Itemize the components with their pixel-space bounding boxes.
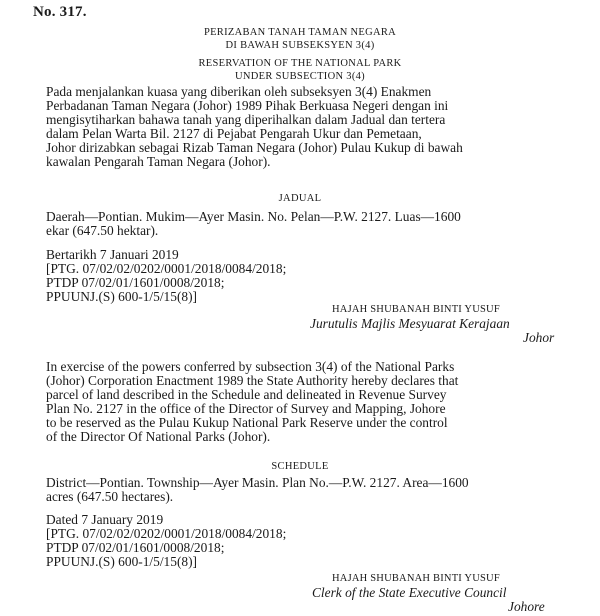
malay-body-line: Pada menjalankan kuasa yang diberikan oleh subseksyen 3(4) Enakmen: [46, 84, 432, 99]
malay-signatory-state: Johor: [523, 330, 555, 345]
malay-schedule-heading: JADUAL: [278, 193, 322, 204]
malay-date-reference: [46, 248, 286, 304]
malay-heading-line1: PERIZABAN TANAH TAMAN NEGARA: [203, 27, 397, 38]
english-heading-line2: UNDER SUBSECTION 3(4): [235, 71, 365, 82]
malay-body-line: mengisytiharkan bahawa tanah yang diperihalkan dalam Jadual dan tertera: [46, 111, 446, 127]
english-body-line: parcel of land described in the Schedule and delineated in Revenue Survey: [46, 386, 447, 402]
malay-reference-line: PTDP 07/02/01/1601/0008/2018;: [46, 274, 225, 290]
english-reference-line: [PTG. 07/02/02/0202/0001/2018/0084/2018;: [46, 525, 287, 541]
malay-body-line: Perbadanan Taman Negara (Johor) 1989 Pihak Berkuasa Negeri dengan ini: [46, 97, 449, 113]
english-schedule-line: District—Pontian. Township—Ayer Masin. Plan No.—P.W. 2127. Area—1600: [46, 475, 469, 490]
english-reference-line: PPUUNJ.(S) 600-1/5/15(8)]: [46, 553, 198, 569]
malay-schedule-line: Daerah—Pontian. Mukim—Ayer Masin. No. Pelan—P.W. 2127. Luas—1600: [46, 209, 461, 224]
malay-reference-line: PPUUNJ.(S) 600-1/5/15(8)]: [46, 288, 198, 304]
english-schedule-text: [46, 476, 469, 504]
malay-signatory-name: HAJAH SHUBANAH BINTI YUSUF: [332, 304, 500, 315]
malay-signatory-title: Jurutulis Majlis Mesyuarat Kerajaan: [310, 316, 510, 331]
english-body-line: of the Director Of National Parks (Johor).: [46, 428, 271, 444]
english-reference-line: PTDP 07/02/01/1601/0008/2018;: [46, 539, 225, 555]
english-body-line: to be reserved as the Pulau Kukup National Park Reserve under the control: [46, 414, 448, 430]
english-body-line: Plan No. 2127 in the office of the Director of Survey and Mapping, Johore: [46, 400, 446, 416]
english-signatory-state: Johore: [508, 599, 545, 614]
malay-body-line: dalam Pelan Warta Bil. 2127 di Pejabat Pengarah Ukur dan Pemetaan,: [46, 125, 422, 141]
english-signatory-title: Clerk of the State Executive Council: [312, 585, 507, 600]
malay-body-line: Johor dirizabkan sebagai Rizab Taman Negara (Johor) Pulau Kukup di bawah: [46, 139, 463, 155]
malay-schedule-text: [46, 210, 461, 238]
english-schedule-heading: SCHEDULE: [271, 461, 329, 472]
english-body-line: (Johor) Corporation Enactment 1989 the State Authority hereby declares that: [46, 372, 459, 388]
english-date-line: Dated 7 January 2019: [46, 512, 164, 527]
malay-body-line: kawalan Pengarah Taman Negara (Johor).: [46, 153, 271, 169]
english-schedule-line: acres (647.50 hectares).: [46, 488, 174, 504]
malay-reference-line: [PTG. 07/02/02/0202/0001/2018/0084/2018;: [46, 260, 287, 276]
english-signatory-name: HAJAH SHUBANAH BINTI YUSUF: [332, 573, 500, 584]
english-date-reference: [46, 513, 286, 569]
english-body-line: In exercise of the powers conferred by subsection 3(4) of the National Parks: [46, 359, 455, 374]
malay-heading-line2: DI BAWAH SUBSEKSYEN 3(4): [225, 40, 375, 51]
malay-schedule-line: ekar (647.50 hektar).: [46, 222, 159, 238]
malay-body-paragraph: [46, 85, 566, 168]
malay-date-line: Bertarikh 7 Januari 2019: [46, 247, 179, 262]
english-body-paragraph: [46, 360, 566, 443]
notice-number: No. 317.: [33, 4, 87, 20]
english-heading-line1: RESERVATION OF THE NATIONAL PARK: [198, 58, 402, 69]
